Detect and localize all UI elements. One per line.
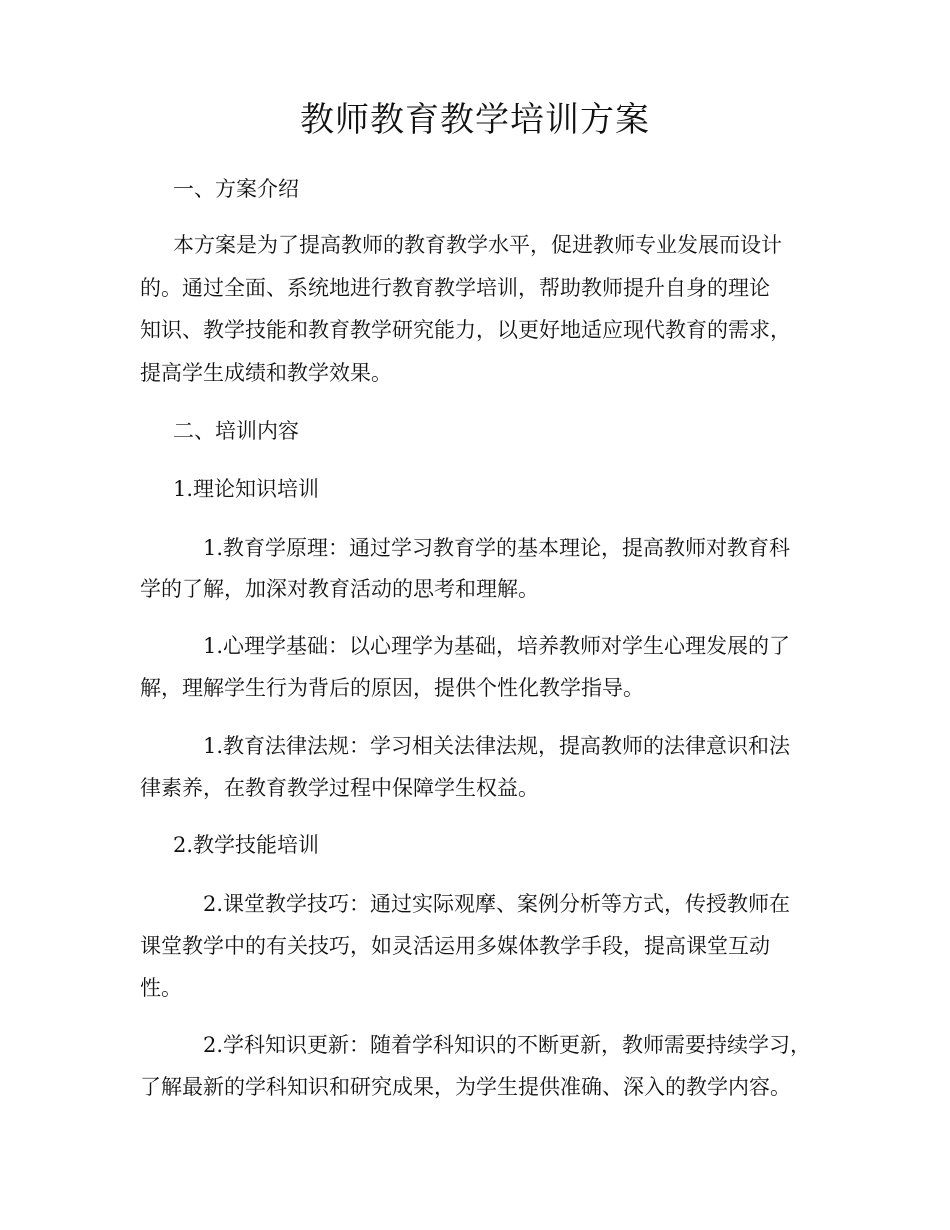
intro-line-1: 本方案是为了提高教师的教育教学水平，促进教师专业发展而设计 xyxy=(173,233,782,257)
section-heading-intro: 一、方案介绍 xyxy=(173,177,299,201)
item-psychology-line-2: 解，理解学生行为背后的原因，提供个性化教学指导。 xyxy=(140,676,644,700)
item-classroom-line-2: 课堂教学中的有关技巧，如灵活运用多媒体教学手段，提高课堂互动 xyxy=(140,934,770,958)
document-title: 教师教育教学培训方案 xyxy=(300,100,650,140)
item-classroom-line-3: 性。 xyxy=(140,976,182,1000)
item-law-line-2: 律素养，在教育教学过程中保障学生权益。 xyxy=(140,776,539,800)
item-pedagogy-line-2: 学的了解，加深对教育活动的思考和理解。 xyxy=(140,577,539,601)
item-classroom-line-1: 2.课堂教学技巧：通过实际观摩、案例分析等方式，传授教师在 xyxy=(203,892,791,916)
intro-line-2: 的。通过全面、系统地进行教育教学培训，帮助教师提升自身的理论 xyxy=(140,276,770,300)
subsection-heading-skills: 2.教学技能培训 xyxy=(173,833,320,857)
intro-line-3: 知识、教学技能和教育教学研究能力，以更好地适应现代教育的需求， xyxy=(140,318,791,342)
section-heading-content: 二、培训内容 xyxy=(173,419,299,443)
item-psychology-line-1: 1.心理学基础：以心理学为基础，培养教师对学生心理发展的了 xyxy=(203,634,791,658)
item-subject-line-1: 2.学科知识更新：随着学科知识的不断更新，教师需要持续学习， xyxy=(203,1033,812,1057)
subsection-heading-theory: 1.理论知识培训 xyxy=(173,477,320,501)
intro-line-4: 提高学生成绩和教学效果。 xyxy=(140,361,392,385)
item-law-line-1: 1.教育法律法规：学习相关法律法规，提高教师的法律意识和法 xyxy=(203,734,791,758)
item-subject-line-2: 了解最新的学科知识和研究成果，为学生提供准确、深入的教学内容。 xyxy=(140,1075,791,1099)
item-pedagogy-line-1: 1.教育学原理：通过学习教育学的基本理论，提高教师对教育科 xyxy=(203,536,791,560)
